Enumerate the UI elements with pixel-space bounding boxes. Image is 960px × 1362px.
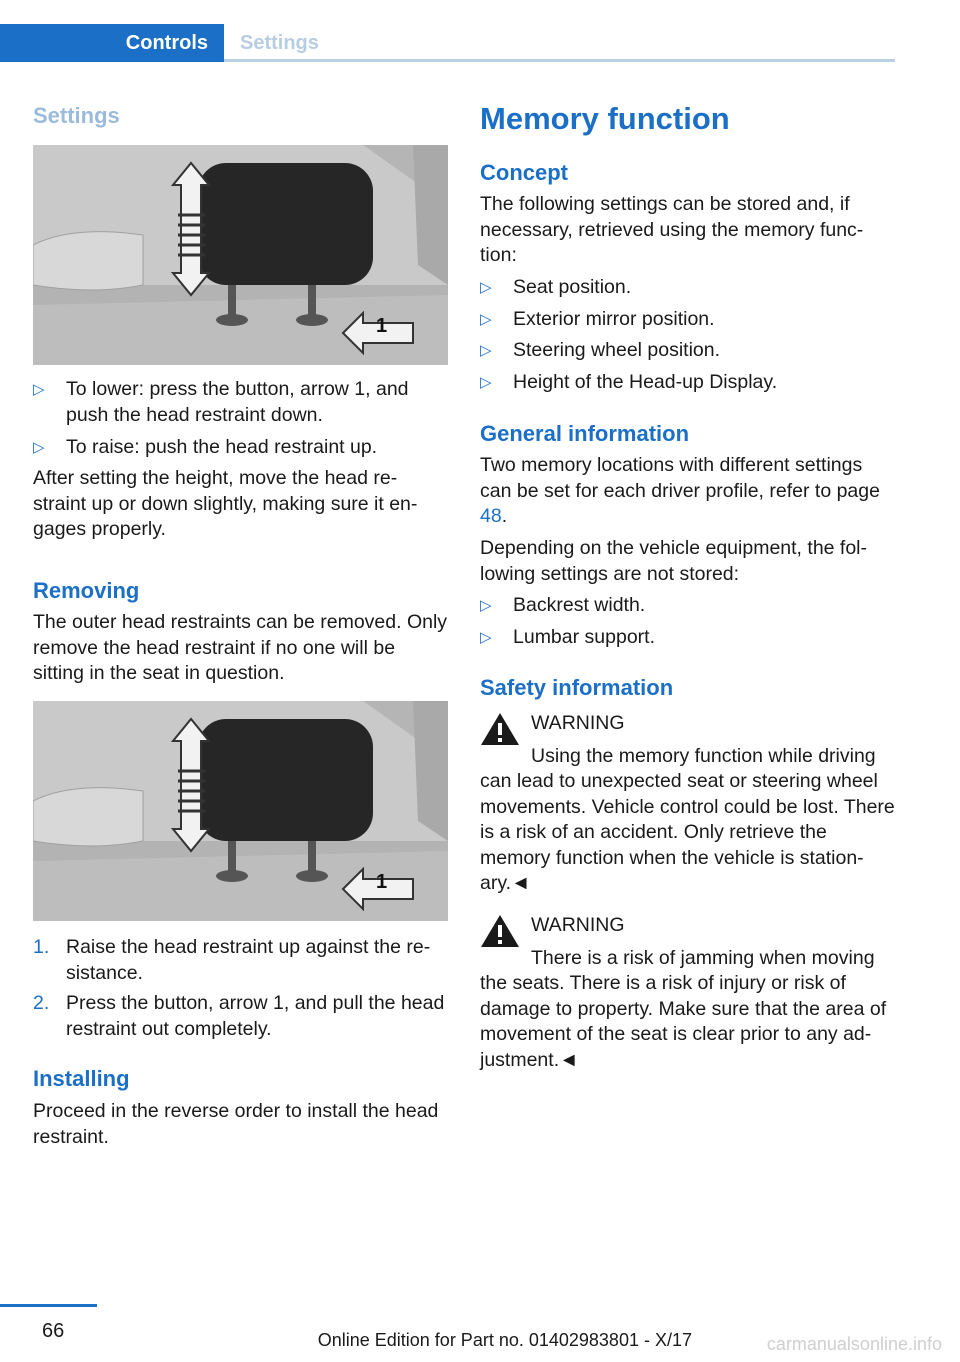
warning-2-body: the seats. There is a risk of injury or risk of damage to property. Make sure that the area of movement of the seat is clear prior to any ad- justment.◄ [480,972,887,1071]
after-setting-paragraph: After setting the height, move the head re- straint up or down slightly, making sure it en- gages properly. [33,467,418,540]
triangle-right-icon: ▷ [480,628,492,646]
triangle-right-icon: ▷ [480,597,492,614]
list-item-text: Backrest width. [513,594,646,616]
triangle-right-icon: ▷ [33,439,45,456]
list-item [480,370,890,396]
general-text: Two memory locations with different settings can be set for each driver profile, refer to page [480,454,880,502]
section-title-settings: Settings [33,103,120,128]
not-stored-list [480,593,890,650]
triangle-right-icon: ▷ [33,381,45,398]
triangle-right-icon: ▷ [480,342,492,359]
step-text: Press the button, arrow 1, and pull the head restraint out completely. [66,992,445,1040]
triangle-right-icon: ▷ [480,373,492,391]
page-link[interactable]: 48 [480,505,502,527]
list-item-text: To raise: push the head restraint up. [66,436,378,458]
list-item [33,435,448,461]
step-number: 2. [33,992,50,1014]
installing-heading: Installing [33,1066,130,1091]
list-item [33,991,448,1042]
warning-1-title: WARNING [531,712,625,734]
safety-information-heading: Safety information [480,675,674,700]
page-number: 66 [42,1320,65,1342]
tab-controls[interactable]: Controls [0,24,224,62]
step-number: 1. [33,936,50,958]
list-item-text: Lumbar support. [513,625,655,648]
list-item [480,625,890,651]
removing-paragraph: The outer head restraints can be removed. Only remove the head restraint if no one will be sitting in the seat in question. [33,611,448,684]
figure-2-callout: 1 [376,871,388,893]
list-item [480,275,890,301]
warning-triangle-icon [480,711,520,747]
list-item [33,935,448,986]
list-item-text: To lower: press the button, arrow 1, and push the head restraint down. [66,378,409,426]
warning-1-body: can lead to unexpected seat or steering wheel movements. Vehicle control could be lost. There is a risk of an accident. Only retrieve the memory function when the vehicle is station- ary.◄ [480,770,895,894]
removing-heading: Removing [33,578,140,603]
warning-2-title: WARNING [531,914,625,936]
warning-2-first-line: There is a risk of jamming when moving [531,947,875,969]
triangle-right-icon: ▷ [480,279,492,296]
footer-edition-text: Online Edition for Part no. 01402983801 - X/17 [317,1330,692,1350]
list-item-text: Steering wheel position. [513,339,721,361]
list-item [480,338,890,364]
list-item-text: Seat position. [513,276,632,298]
concept-heading: Concept [480,160,568,185]
general-information-paragraph [480,453,885,530]
depending-paragraph: Depending on the vehicle equipment, the fol- lowing settings are not stored: [480,537,868,585]
general-information-heading: General information [480,421,690,446]
concept-list [480,275,890,395]
step-text: Raise the head restraint up against the re- sistance. [66,936,431,984]
footer-rule [0,1304,97,1307]
triangle-right-icon: ▷ [480,310,492,328]
watermark: carmanualsonline.info [766,1334,942,1354]
warning-triangle-icon [480,913,520,949]
header-bar [0,24,895,62]
installing-paragraph: Proceed in the reverse order to install the head restraint. [33,1100,439,1148]
page-title: Memory function [480,101,730,136]
list-item [480,307,890,333]
removal-steps-list [33,935,448,1042]
concept-paragraph: The following settings can be stored and, if necessary, retrieved using the memory func- tion: [480,193,864,266]
head-restraint-figure-1 [33,145,448,365]
list-item [33,377,448,428]
figure-1-callout: 1 [376,315,388,337]
warning-1-first-line: Using the memory function while driving [531,745,876,767]
general-text-end: . [501,505,508,527]
lower-raise-list [33,377,448,461]
list-item-text: Exterior mirror position. [513,307,715,330]
list-item [480,593,890,619]
header-rule [224,59,895,62]
tab-settings[interactable]: Settings [240,31,319,54]
head-restraint-figure-2 [33,701,448,921]
list-item-text: Height of the Head-up Display. [513,370,778,393]
